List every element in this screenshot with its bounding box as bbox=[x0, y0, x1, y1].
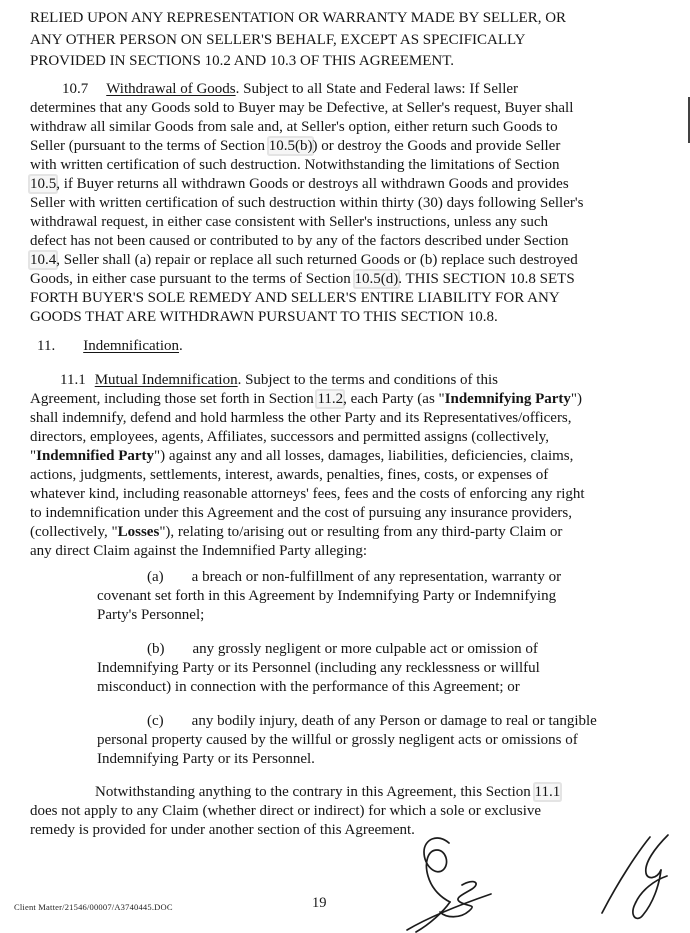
text-line bbox=[30, 542, 585, 561]
text-run: Mutual Indemnification bbox=[94, 372, 238, 388]
text-line bbox=[30, 783, 560, 802]
text-line bbox=[30, 232, 583, 251]
text-run: Indemnifying Party or its Personnel (including any recklessness or willful bbox=[97, 660, 540, 676]
section-11-1-mutual-indemnification bbox=[30, 371, 585, 561]
text-line bbox=[97, 587, 561, 606]
text-run: RELIED UPON ANY REPRESENTATION OR WARRANTY MADE BY SELLER, OR bbox=[30, 10, 567, 26]
text-line bbox=[30, 337, 183, 356]
text-line bbox=[97, 712, 597, 731]
text-run: 10.5(b) bbox=[268, 138, 313, 154]
text-run: 10.5(d) bbox=[354, 271, 399, 287]
text-line bbox=[30, 504, 585, 523]
text-run: Losses bbox=[117, 524, 160, 540]
subitem-a bbox=[97, 568, 561, 625]
text-line bbox=[30, 118, 583, 137]
text-run: defect has not been caused or contributed to by any of the factors described under Section bbox=[30, 233, 569, 249]
text-line bbox=[30, 30, 566, 52]
text-line bbox=[30, 80, 583, 99]
text-line bbox=[30, 447, 585, 466]
text-run: . Subject to the terms and conditions of this bbox=[237, 372, 498, 388]
text-run: whatever kind, including reasonable attorneys' fees, fees and the costs of enforcing any right bbox=[30, 486, 585, 502]
text-run: . Subject to all State and Federal laws: If Seller bbox=[235, 81, 519, 97]
text-run: PROVIDED IN SECTIONS 10.2 AND 10.3 OF THIS AGREEMENT. bbox=[30, 53, 455, 69]
text-run: , each Party (as " bbox=[343, 391, 445, 407]
text-run: Notwithstanding anything to the contrary in this Agreement, this Section bbox=[95, 784, 535, 800]
paragraph-closing bbox=[30, 783, 560, 840]
text-run: Indemnified Party bbox=[36, 448, 155, 464]
text-run: Indemnifying Party or its Personnel. bbox=[97, 751, 315, 767]
text-run: to indemnification under this Agreement and the cost of pursuing any insurance providers, bbox=[30, 505, 572, 521]
text-run: FORTH BUYER'S SOLE REMEDY AND SELLER'S ENTIRE LIABILITY FOR ANY bbox=[30, 290, 560, 306]
text-run: any grossly negligent or more culpable act or omission of bbox=[192, 641, 538, 657]
text-run: Party's Personnel; bbox=[97, 607, 205, 623]
text-run: personal property caused by the willful or grossly negligent acts or omissions of bbox=[97, 732, 578, 748]
text-line bbox=[30, 485, 585, 504]
text-run: any bodily injury, death of any Person or damage to real or tangible bbox=[191, 713, 597, 729]
text-run: misconduct) in connection with the performance of this Agreement; or bbox=[97, 679, 520, 695]
text-line bbox=[30, 428, 585, 447]
text-run: Agreement, including those set forth in Section bbox=[30, 391, 318, 407]
text-run: 11.2 bbox=[317, 391, 344, 407]
text-run: 11. bbox=[37, 338, 56, 354]
text-line bbox=[30, 251, 583, 270]
text-line bbox=[30, 308, 583, 327]
text-run: determines that any Goods sold to Buyer may be Defective, at Seller's request, Buyer shall bbox=[30, 100, 574, 116]
page-number: 19 bbox=[312, 895, 327, 911]
text-line bbox=[30, 175, 583, 194]
text-run: a breach or non-fulfillment of any representation, warranty or bbox=[191, 569, 562, 585]
text-line bbox=[30, 8, 566, 30]
text-run: "), relating to/arising out or resulting from any third-party Claim or bbox=[159, 524, 563, 540]
text-run: 10.5 bbox=[30, 176, 57, 192]
text-run: ") against any and all losses, damages, liabilities, deficiencies, claims, bbox=[154, 448, 574, 464]
text-run: withdraw all similar Goods from sale and, at Seller's option, either return such Goods to bbox=[30, 119, 558, 135]
text-run: 10.7 bbox=[62, 81, 89, 97]
text-line bbox=[30, 99, 583, 118]
text-run: any direct Claim against the Indemnified Party alleging: bbox=[30, 543, 367, 559]
text-run: (a) bbox=[147, 569, 164, 585]
text-line bbox=[97, 640, 540, 659]
text-run: Seller (pursuant to the terms of Section bbox=[30, 138, 269, 154]
handwritten-initials-right bbox=[596, 830, 690, 920]
text-run: ) or destroy the Goods and provide Seller bbox=[312, 138, 561, 154]
text-run: Goods, in either case pursuant to the terms of Section bbox=[30, 271, 355, 287]
text-run: Seller with written certification of such destruction within thirty (30) days following Seller's bbox=[30, 195, 584, 211]
text-run: shall indemnify, defend and hold harmless the other Party and its Representatives/officers, bbox=[30, 410, 572, 426]
text-line bbox=[30, 390, 585, 409]
footer-client-matter: Client Matter/21546/00007/A3740445.DOC bbox=[14, 902, 173, 912]
text-line bbox=[30, 51, 566, 73]
text-line bbox=[30, 137, 583, 156]
text-line bbox=[30, 523, 585, 542]
text-line bbox=[97, 606, 561, 625]
text-line bbox=[97, 678, 540, 697]
text-run: 11.1 bbox=[534, 784, 561, 800]
paragraph-continuation-caps bbox=[30, 8, 566, 73]
text-run: (b) bbox=[147, 641, 165, 657]
text-line bbox=[30, 213, 583, 232]
text-run: , Seller shall (a) repair or replace all such returned Goods or (b) replace such destroyed bbox=[56, 252, 578, 268]
text-run: Withdrawal of Goods bbox=[106, 81, 236, 97]
text-line bbox=[30, 466, 585, 485]
text-run: remedy is provided for under another section of this Agreement. bbox=[30, 822, 415, 838]
text-line bbox=[30, 409, 585, 428]
text-run: 10.4 bbox=[30, 252, 57, 268]
text-line bbox=[97, 659, 540, 678]
text-run: Indemnification bbox=[83, 338, 180, 354]
text-run: directors, employees, agents, Affiliates, successors and permitted assigns (collectively, bbox=[30, 429, 550, 445]
section-10-7-withdrawal-of-goods bbox=[30, 80, 583, 327]
subitem-b bbox=[97, 640, 540, 697]
text-run: 11.1 bbox=[60, 372, 86, 388]
text-line bbox=[30, 371, 585, 390]
text-run: Indemnifying Party bbox=[444, 391, 571, 407]
text-run: actions, judgments, settlements, interest, awards, penalties, fines, costs, or expenses of bbox=[30, 467, 549, 483]
text-line bbox=[30, 156, 583, 175]
handwritten-initials-left bbox=[402, 835, 502, 933]
text-line bbox=[97, 750, 597, 769]
text-run: with written certification of such destruction. Notwithstanding the limitations of Section bbox=[30, 157, 560, 173]
text-run: . bbox=[179, 338, 183, 354]
text-run: , if Buyer returns all withdrawn Goods or destroys all withdrawn Goods and provides bbox=[56, 176, 569, 192]
text-run: ") bbox=[570, 391, 583, 407]
text-run: . THIS SECTION 10.8 SETS bbox=[398, 271, 575, 287]
text-run: does not apply to any Claim (whether direct or indirect) for which a sole or exclusive bbox=[30, 803, 542, 819]
subitem-c bbox=[97, 712, 597, 769]
text-run: " bbox=[30, 448, 37, 464]
text-run: withdrawal request, in either case consistent with Seller's instructions, unless any such bbox=[30, 214, 549, 230]
text-line bbox=[30, 289, 583, 308]
text-line bbox=[97, 568, 561, 587]
text-line bbox=[97, 731, 597, 750]
text-line bbox=[30, 270, 583, 289]
text-run: (collectively, " bbox=[30, 524, 118, 540]
text-run: GOODS THAT ARE WITHDRAWN PURSUANT TO THIS SECTION 10.8. bbox=[30, 309, 498, 325]
text-run: ANY OTHER PERSON ON SELLER'S BEHALF, EXCEPT AS SPECIFICALLY bbox=[30, 31, 526, 48]
section-11-heading bbox=[30, 337, 183, 356]
text-line bbox=[30, 194, 583, 213]
text-run: (c) bbox=[147, 713, 164, 729]
text-line bbox=[30, 802, 560, 821]
text-run: covenant set forth in this Agreement by Indemnifying Party or Indemnifying bbox=[97, 588, 557, 604]
